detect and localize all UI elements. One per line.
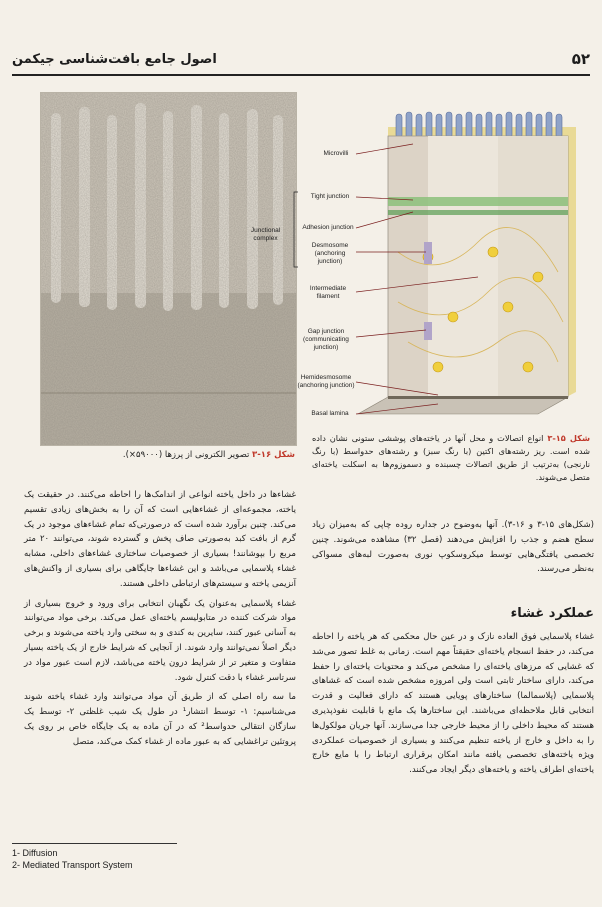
footnote-1: 1- Diffusion — [12, 848, 58, 858]
label-junctional-complex: Junctional complex — [250, 227, 281, 242]
label-adhesion-junction: Adhesion junction — [302, 224, 354, 231]
left-paragraph-3: ما سه راه اصلی که از طریق آن مواد می‌توانند وارد غشاء یاخته شوند می‌شناسیم: ۱- توسط انتشار¹ در طول یک شیب غلظتی ۲- توسط یک سازگان انتقالی حدواسط² که در آن ماده به یک جایگاه خاص بر روی یک پروتئین تراغشایی که به عبور ماده از غشاء کمک می‌کند، متصل — [24, 692, 297, 747]
left-paragraph-2: غشاء پلاسمایی به‌عنوان یک نگهبان انتخابی برای ورود و خروج بسیاری از مواد شرکت کننده در متابولیسم یاخته‌ای عمل می‌کند. برخی مواد می‌توانند به آسانی عبور کنند، سایرین به کندی و به سختی وارد یاخته می‌شوند و برخی دیگر اصلاً نمی‌توانند وارد شوند. از آنجایی که شرایط خارج از یک یاخته بسیار متفاوت و متغیر تر از شرایط درون یاخته می‌باشد، لازم است عبور مواد در سرتاسر غشاء با دقت کنترل شود. — [24, 598, 296, 683]
junction-diagram — [238, 92, 586, 427]
label-gap-junction: Gap junction (communicating junction) — [303, 328, 349, 351]
left-column — [24, 488, 296, 755]
left-paragraph-1: غشاءها در داخل یاخته انواعی از اندامک‌ها را احاطه می‌کنند. در حقیقت یک یاخته، مجموعه‌ای از غشاءهایی است که آن را به بخش‌های زیادی تقسیم می‌کند. چنین برآورد شده است که درصورتی‌که تمام غشاءهای موجود در یک گرم از بافت کبد به‌صورتی صاف پخش و گسترده شوند، می‌توانند ۲۰ متر مربع را بپوشانند! بسیاری از خصوصیات ساختاری غشاءهای داخلی، مشابه غشاء پلاسمایی می‌باشد و این غشاءها جایگاهی برای بسیاری از واکنش‌های آنزیمی یاخته و سیستم‌های ارتباطی داخلی هستند. — [24, 490, 297, 589]
book-title: اصول جامع بافت‌شناسی جیکمن — [12, 52, 217, 67]
label-basal-lamina: Basal lamina — [311, 410, 349, 417]
label-intermediate-filament: Intermediate filament — [309, 285, 347, 300]
right-column-body: غشاء پلاسمایی فوق العاده نازک و در عین حال محکمی که هر یاخته را احاطه می‌کند، در حفظ انسجام یاخته‌ای حقیقتاً مهم است. زمانی به غلط تصور می‌شد که غشایی که مرزهای یاخته‌ای را مشخص می‌کند و محتویات یاخته‌ای را حفظ می‌کند، دارای ساختار ثابتی است ولی امروزه مشخص شده است که غشاهای پلاسمایی (پلاسمالما) ساختارهای پویایی هستند که دارای فعالیت و قدرت انتخابی قابل ملاحظه‌ای می‌باشند. این ساختارها یک مانع با قابلیت نفوذپذیری هستند که محیط داخلی را از محیط خارجی جدا می‌سازند. آنها جریان مولکول‌ها را به داخل و خارج از یاخته تنظیم می‌کنند و بسیاری از خصوصیات عملکردی ویژه یاخته‌های تخصصی یافته مانند امکان برقراری ارتباط را با مایع خارج یاخته‌ای اطراف یاخته و یاخته‌های دیگر ایجاد می‌کنند. — [312, 632, 594, 776]
right-column-intro: (شکل‌های ۱۵-۳ و ۱۶-۳). آنها به‌وضوح در جداره روده چاپی که به‌میزان زیاد سطح هضم و جذب را افزایش می‌دهند (فصل ۳۲) مشاهده می‌شوند. چنین تخصصی یافتگی‌هایی توسط میکروسکوپ نوری به‌صورت لبه‌های مسواکی به‌نظر می‌رسند. — [312, 520, 594, 575]
figure-right-caption — [312, 432, 590, 484]
footnote-2: 2- Mediated Transport System — [12, 860, 133, 870]
page-number: ۵۲ — [571, 50, 590, 68]
figure-left-caption — [40, 450, 295, 460]
figure-right-number: شکل ۱۵-۳ — [547, 433, 590, 443]
header-rule — [12, 74, 590, 76]
figure-right-text: انواع اتصالات و محل آنها در یاخته‌های پوششی ستونی نشان داده شده است. ریز رشته‌های اکتین (با رنگ سبز) و رشته‌های حدواسط (با رنگ نارنجی) به‌ترتیب از طریق اتصالات چسبنده و دسموزوم‌ها به اسکلت یاخته‌ای متصل می‌شوند. — [312, 433, 590, 482]
section-heading: عملکرد غشاء — [510, 606, 594, 621]
label-microvilli: Microvilli — [323, 150, 349, 157]
label-desmosome: Desmosome (anchoring junction) — [311, 242, 349, 265]
figure-left-number: شکل ۱۶-۳ — [252, 450, 295, 460]
figure-left-text: تصویر الکترونی از پرزها (۵۹۰۰۰×). — [122, 450, 250, 460]
label-hemidesmosome: Hemidesmosome (anchoring junction) — [297, 374, 355, 389]
footnote-rule — [12, 843, 177, 844]
label-tight-junction: Tight junction — [310, 193, 350, 200]
